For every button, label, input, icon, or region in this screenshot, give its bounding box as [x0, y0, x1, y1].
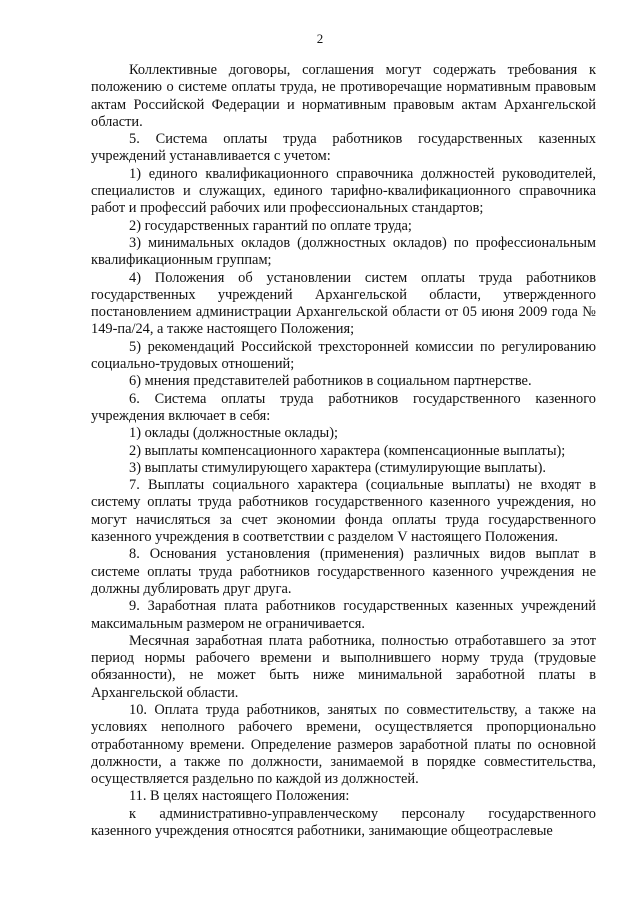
paragraph: 8. Основания установления (применения) различных видов выплат в системе оплаты труда работников государственного казенного учреждения не должны дублировать друг друга. — [91, 546, 596, 597]
paragraph: 2) государственных гарантий по оплате труда; — [129, 217, 412, 234]
paragraph: 10. Оплата труда работников, занятых по совместительству, а также на условиях неполного рабочего времени, осуществляется пропорционально отработанному времени. Определение размеров заработной платы по основной должности, а также по должности, занимаемой в порядке совместительства, осуществляется раздельно по каждой из должностей. — [91, 701, 596, 788]
paragraph: 5) рекомендаций Российской трехсторонней комиссии по регулированию социально-трудовых отношений; — [91, 338, 596, 373]
paragraph: 6) мнения представителей работников в социальном партнерстве. — [129, 373, 532, 390]
paragraph: 1) оклады (должностные оклады); — [129, 425, 338, 442]
document-body — [91, 62, 596, 840]
paragraph: 1) единого квалификационного справочника должностей руководителей, специалистов и служащих, единого тарифно-квалификационного справочника работ и профессий рабочих или профессиональных стандартов; — [91, 165, 596, 217]
paragraph: 2) выплаты компенсационного характера (компенсационные выплаты); — [129, 442, 566, 459]
page-number: 2 — [316, 31, 324, 46]
paragraph: 4) Положения об установлении систем оплаты труда работников государственных учреждений Архангельской области, утвержденного постановлением администрации Архангельской области от 05 июня 2009 года № 149-па/24, а также настоящего Положения; — [91, 269, 596, 338]
paragraph: 9. Заработная плата работников государственных казенных учреждений максимальным размером не ограничивается. — [91, 598, 596, 632]
paragraph: 3) минимальных окладов (должностных окладов) по профессиональным квалификационным группам; — [91, 234, 596, 269]
paragraph: Месячная заработная плата работника, полностью отработавшего за этот период нормы рабочего времени и выполнившего норму труда (трудовые обязанности), не может быть ниже минимальной заработной платы в Архангельской области. — [91, 632, 596, 701]
paragraph: к административно-управленческому персоналу государственного казенного учреждения относятся работники, занимающие общеотраслевые — [91, 805, 596, 840]
paragraph: 6. Система оплаты труда работников государственного казенного учреждения включает в себя: — [91, 390, 596, 424]
paragraph: 7. Выплаты социального характера (социальные выплаты) не входят в систему оплаты труда работников государственного казенного учреждения, но могут начисляться за счет экономии фонда оплаты труда государственного казенного учреждения в соответствии с разделом V настоящего Положения. — [91, 477, 596, 546]
paragraph: 5. Система оплаты труда работников государственных казенных учреждений устанавливается с учетом: — [91, 131, 596, 165]
paragraph: 11. В целях настоящего Положения: — [129, 788, 350, 805]
paragraph: Коллективные договоры, соглашения могут содержать требования к положению о системе оплаты труда, не противоречащие нормативным правовым актам Российской Федерации и нормативным правовым актам Архангельской области. — [91, 62, 596, 130]
paragraph: 3) выплаты стимулирующего характера (стимулирующие выплаты). — [129, 459, 546, 476]
